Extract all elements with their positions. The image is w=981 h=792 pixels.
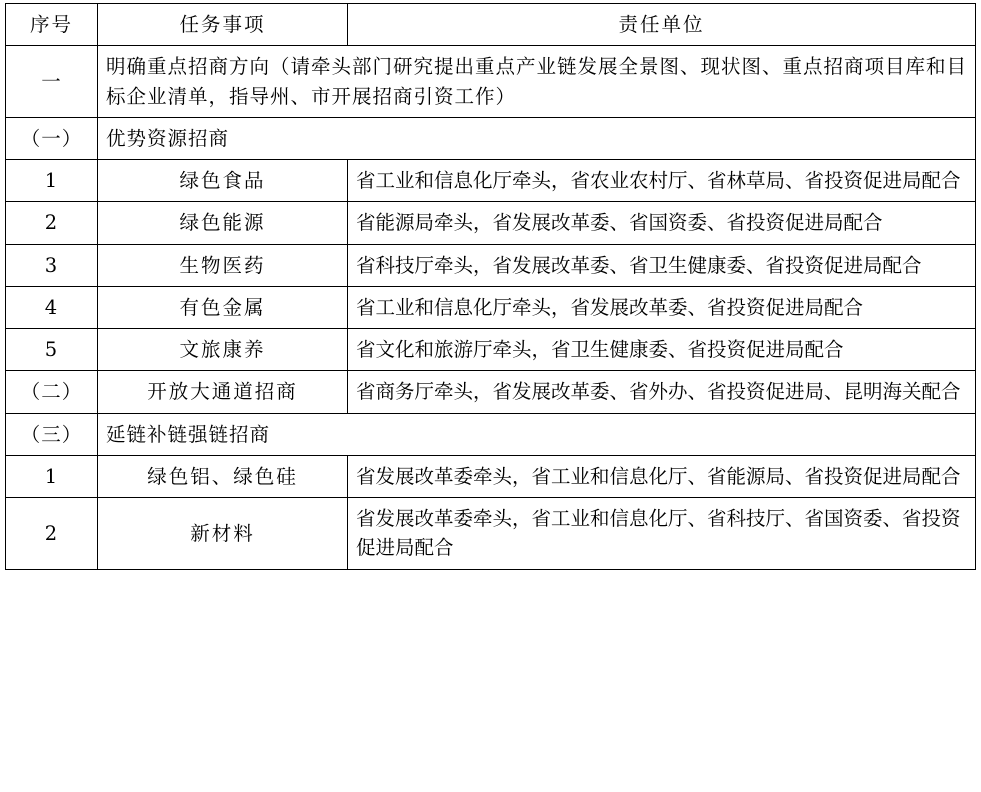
table-row	[6, 202, 976, 244]
row-index: 1	[6, 455, 98, 497]
task-responsibility-table	[5, 3, 976, 570]
row-unit: 省发展改革委牵头，省工业和信息化厅、省科技厅、省国资委、省投资促进局配合	[348, 498, 976, 570]
row-unit: 省工业和信息化厅牵头，省发展改革委、省投资促进局配合	[348, 286, 976, 328]
column-header-index: 序号	[6, 4, 98, 46]
row-index: 2	[6, 202, 98, 244]
table-header-row	[6, 4, 976, 46]
row-index: （二）	[6, 371, 98, 413]
row-task: 新材料	[98, 498, 348, 570]
column-header-task: 任务事项	[98, 4, 348, 46]
row-unit: 省工业和信息化厅牵头，省农业农村厅、省林草局、省投资促进局配合	[348, 160, 976, 202]
table-row	[6, 46, 976, 118]
row-index: （三）	[6, 413, 98, 455]
row-task: 绿色能源	[98, 202, 348, 244]
row-index: （一）	[6, 117, 98, 159]
row-task-description: 明确重点招商方向（请牵头部门研究提出重点产业链发展全景图、现状图、重点招商项目库和目标企业清单，指导州、市开展招商引资工作）	[98, 46, 976, 118]
row-unit: 省能源局牵头，省发展改革委、省国资委、省投资促进局配合	[348, 202, 976, 244]
row-index: 1	[6, 160, 98, 202]
table-row	[6, 117, 976, 159]
row-task-description: 优势资源招商	[98, 117, 976, 159]
row-index: 3	[6, 244, 98, 286]
row-task: 文旅康养	[98, 329, 348, 371]
row-index: 一	[6, 46, 98, 118]
table-row	[6, 286, 976, 328]
row-task: 绿色铝、绿色硅	[98, 455, 348, 497]
row-task: 绿色食品	[98, 160, 348, 202]
table-row	[6, 371, 976, 413]
row-task: 生物医药	[98, 244, 348, 286]
row-index: 4	[6, 286, 98, 328]
row-index: 2	[6, 498, 98, 570]
row-unit: 省文化和旅游厅牵头，省卫生健康委、省投资促进局配合	[348, 329, 976, 371]
row-task-description: 延链补链强链招商	[98, 413, 976, 455]
column-header-unit: 责任单位	[348, 4, 976, 46]
table-row	[6, 244, 976, 286]
table-row	[6, 498, 976, 570]
table-row	[6, 413, 976, 455]
row-task: 有色金属	[98, 286, 348, 328]
row-unit: 省科技厅牵头，省发展改革委、省卫生健康委、省投资促进局配合	[348, 244, 976, 286]
row-task: 开放大通道招商	[98, 371, 348, 413]
table-row	[6, 160, 976, 202]
table-row	[6, 329, 976, 371]
table-row	[6, 455, 976, 497]
row-index: 5	[6, 329, 98, 371]
row-unit: 省发展改革委牵头，省工业和信息化厅、省能源局、省投资促进局配合	[348, 455, 976, 497]
row-unit: 省商务厅牵头，省发展改革委、省外办、省投资促进局、昆明海关配合	[348, 371, 976, 413]
